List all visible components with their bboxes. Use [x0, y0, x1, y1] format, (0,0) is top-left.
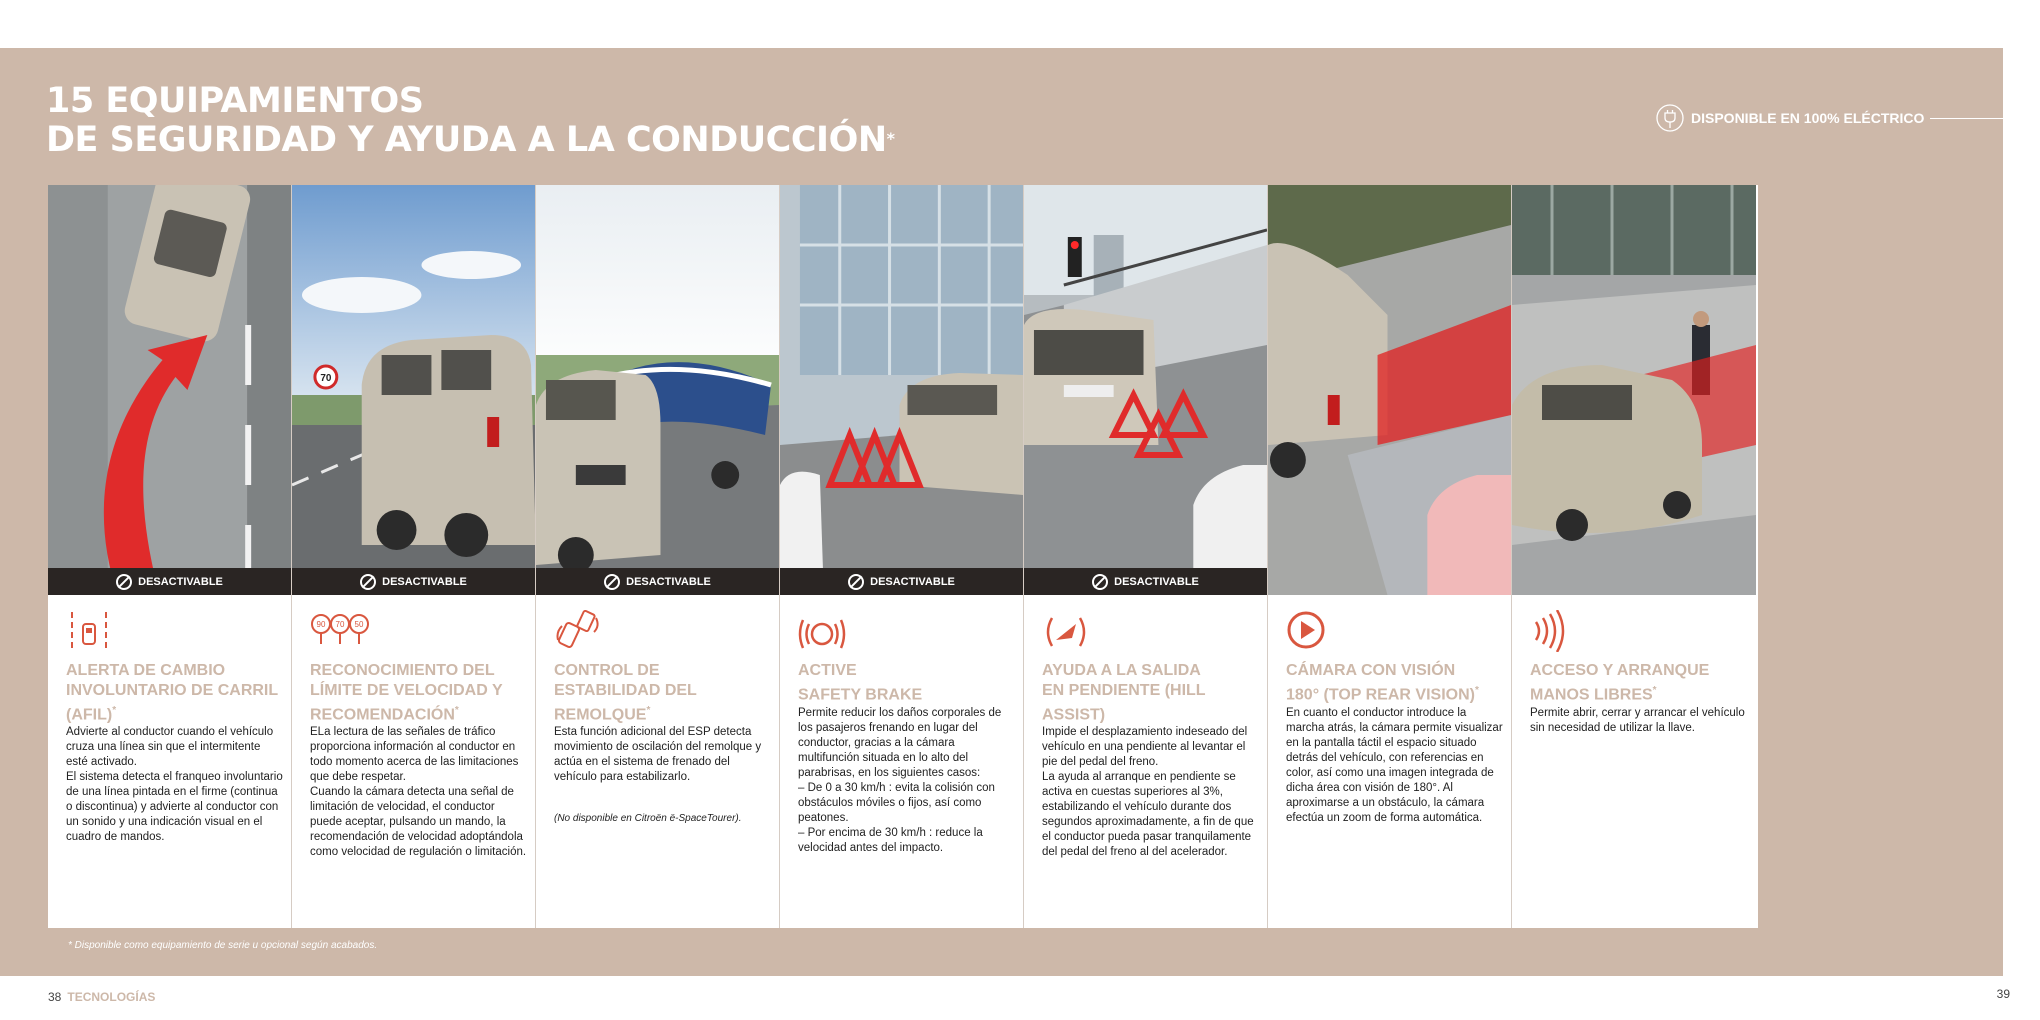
- electric-plug-icon: [1655, 103, 1685, 133]
- feature-card-active-safety-brake: [780, 185, 1024, 928]
- feature-photo-lane-departure: [48, 185, 291, 595]
- speed-sign-label: 70: [320, 372, 332, 385]
- speed-signs-icon: [310, 610, 364, 652]
- feature-photo-speed-limit: [292, 185, 535, 595]
- disable-icon: [604, 574, 620, 590]
- footnote: * Disponible como equipamiento de serie u opcional según acabados.: [68, 940, 378, 951]
- deactivatable-badge: DESACTIVABLE: [780, 568, 1023, 595]
- feature-title: ALERTA DE CAMBIO INVOLUNTARIO DE CARRIL (AFIL)*: [66, 662, 278, 724]
- brake-warning-icon: [798, 610, 846, 652]
- feature-card-hands-free-access: [1512, 185, 1756, 928]
- feature-description: Permite reducir los daños corporales de los pasajeros frenando en lugar del conductor, gracias a la cámara multifunción situada en lo alto del parabrisas, en los siguientes casos: – De 0 a 30 km/h : evita la colisión con obstáculos móviles o fijos, así como peatones. – Por encima de 30 km/h : reduce la velocidad antes del impacto.: [798, 707, 1002, 854]
- keyless-signal-icon: [1530, 610, 1578, 652]
- feature-title: ACTIVE SAFETY BRAKE: [798, 662, 923, 704]
- legend-rule: [1930, 118, 2003, 119]
- feature-card-speed-limit: [292, 185, 536, 928]
- feature-description: Impide el desplazamiento indeseado del vehículo en una pendiente al levantar el pie del pedal del freno. La ayuda al arranque en pendiente se activa en cuestas superiores al 3%, estabilizando el vehículo durante dos segundos aproximadamente, a fin de que el conductor pueda pasar tranquilamente del pedal del freno al del acelerador.: [1042, 726, 1254, 858]
- feature-photo-active-safety-brake: [780, 185, 1023, 595]
- features-grid: [48, 185, 1758, 928]
- feature-photo-rear-camera: [1268, 185, 1511, 595]
- feature-title: CÁMARA CON VISIÓN 180° (TOP REAR VISION)*: [1286, 662, 1479, 704]
- feature-description: Advierte al conductor cuando el vehículo cruza una línea sin que el intermitente esté activado. El sistema detecta el franqueo involuntario de una línea pintada en el firme (continua o discontinua) y advierte al conductor con un sonido y una indicación visual en el cuadro de mandos.: [66, 726, 283, 843]
- deactivatable-badge: DESACTIVABLE: [48, 568, 291, 595]
- feature-title: RECONOCIMIENTO DEL LÍMITE DE VELOCIDAD Y RECOMENDACIÓN*: [310, 662, 503, 724]
- feature-photo-hill-assist: [1024, 185, 1267, 595]
- feature-photo-hands-free-access: [1512, 185, 1756, 595]
- feature-description: Esta función adicional del ESP detecta movimiento de oscilación del remolque y actúa en el sistema de frenado del vehículo para estabilizarlo.: [554, 726, 762, 783]
- page-number-left: 38: [48, 990, 62, 1004]
- svg-text:90: 90: [316, 620, 326, 629]
- page-number-right: 39: [1996, 987, 2010, 1001]
- feature-card-trailer-stability: [536, 185, 780, 928]
- trailer-stability-icon: [554, 610, 602, 652]
- title-asterisk: *: [886, 129, 895, 148]
- disable-icon: [116, 574, 132, 590]
- electric-availability-legend: [1655, 102, 2003, 134]
- play-camera-icon: [1286, 610, 1334, 652]
- svg-text:50: 50: [354, 620, 364, 629]
- feature-title: CONTROL DE ESTABILIDAD DEL REMOLQUE*: [554, 662, 697, 724]
- feature-card-rear-camera: [1268, 185, 1512, 928]
- page-footer-left: [48, 990, 155, 1004]
- feature-description: ELa lectura de las señales de tráfico proporciona información al conductor en todo momento acerca de las limitaciones que debe respetar. Cuando la cámara detecta una señal de limitación de velocidad, el conductor puede aceptar, pulsando un mando, la recomendación de velocidad adoptándola como velocidad de regulación o limitación.: [310, 726, 527, 858]
- disable-icon: [360, 574, 376, 590]
- feature-card-hill-assist: [1024, 185, 1268, 928]
- deactivatable-badge: DESACTIVABLE: [536, 568, 779, 595]
- disable-icon: [848, 574, 864, 590]
- page-title: [46, 82, 895, 160]
- section-label: TECNOLOGÍAS: [67, 990, 156, 1004]
- feature-photo-trailer-stability: [536, 185, 779, 595]
- deactivatable-badge: DESACTIVABLE: [1024, 568, 1267, 595]
- title-line-2: DE SEGURIDAD Y AYUDA A LA CONDUCCIÓN: [46, 120, 887, 160]
- feature-title: AYUDA A LA SALIDA EN PENDIENTE (HILL ASSIST): [1042, 662, 1206, 724]
- disable-icon: [1092, 574, 1108, 590]
- deactivatable-badge: DESACTIVABLE: [292, 568, 535, 595]
- feature-description: En cuanto el conductor introduce la marcha atrás, la cámara permite visualizar en la pantalla táctil el espacio situado detrás del vehículo, con referencias en color, así como una imagen integrada de dicha área con visión de 180°. Al aproximarse a un obstáculo, la cámara efectúa un zoom de forma automática.: [1286, 707, 1503, 824]
- available-label: DISPONIBLE EN 100% ELÉCTRICO: [1691, 110, 1925, 126]
- feature-card-lane-departure: [48, 185, 292, 928]
- feature-note: (No disponible en Citroën ë-SpaceTourer).: [554, 813, 742, 824]
- feature-description: Permite abrir, cerrar y arrancar el vehículo sin necesidad de utilizar la llave.: [1530, 707, 1745, 734]
- lane-departure-icon: [66, 610, 114, 652]
- svg-text:70: 70: [335, 620, 345, 629]
- title-line-1: 15 EQUIPAMIENTOS: [46, 81, 424, 121]
- feature-title: ACCESO Y ARRANQUE MANOS LIBRES*: [1530, 662, 1710, 704]
- hill-assist-icon: [1042, 610, 1090, 652]
